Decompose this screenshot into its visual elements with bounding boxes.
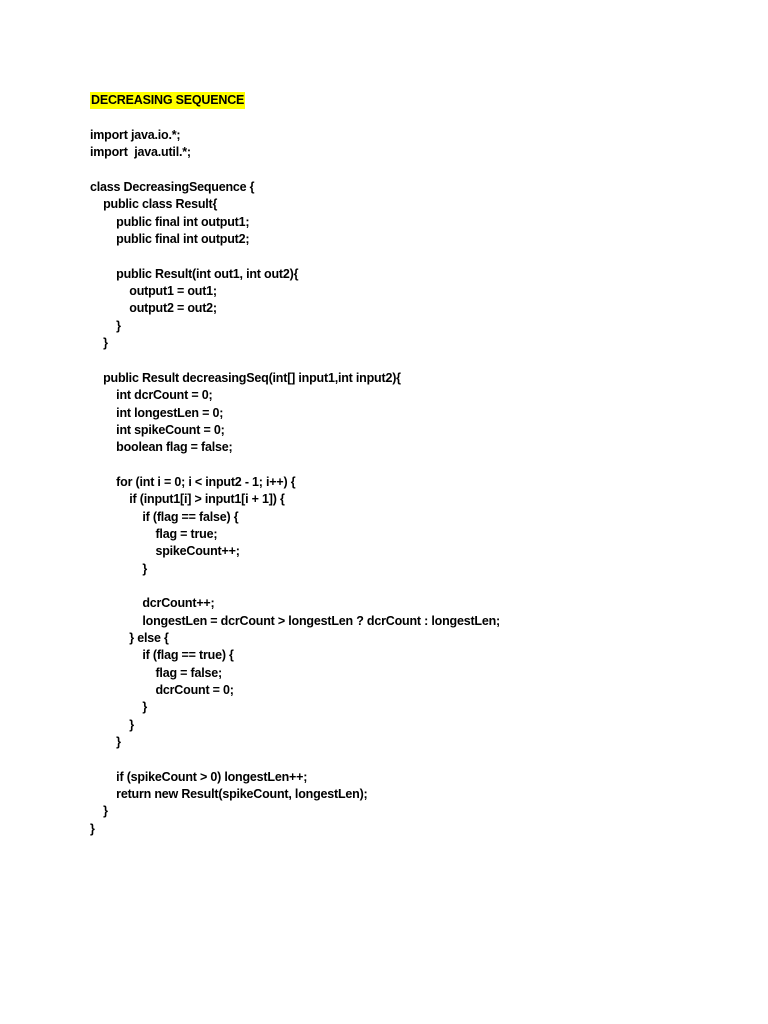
- code-line: }: [90, 735, 121, 750]
- code-line: class DecreasingSequence {: [90, 180, 255, 195]
- code-line: dcrCount = 0;: [90, 683, 234, 697]
- code-line: flag = false;: [90, 665, 222, 680]
- code-line: }: [90, 700, 148, 715]
- code-line: public final int output1;: [90, 214, 250, 229]
- code-line: boolean flag = false;: [90, 440, 233, 455]
- code-line: [90, 751, 730, 768]
- code-line: public Result(int out1, int out2){: [90, 266, 299, 281]
- code-line: [90, 457, 730, 474]
- code-line: [90, 352, 730, 369]
- code-line: public Result decreasingSeq(int[] input1,int input2){: [90, 370, 401, 385]
- code-line: }: [90, 561, 148, 576]
- code-line: if (input1[i] > input1[i + 1]) {: [90, 492, 285, 507]
- code-line: } else {: [90, 630, 169, 645]
- code-line: public class Result{: [90, 197, 218, 212]
- code-line: int spikeCount = 0;: [90, 422, 225, 437]
- code-line: output1 = out1;: [90, 284, 217, 299]
- code-line: [90, 248, 730, 265]
- code-line: spikeCount++;: [90, 544, 240, 559]
- code-line: if (flag == true) {: [90, 648, 234, 663]
- code-line: output2 = out2;: [90, 301, 217, 316]
- code-line: public final int output2;: [90, 232, 250, 247]
- code-line: int longestLen = 0;: [90, 405, 224, 420]
- code-line: }: [90, 821, 95, 836]
- code-line: }: [90, 336, 108, 351]
- code-line: }: [90, 717, 134, 732]
- code-line: if (spikeCount > 0) longestLen++;: [90, 769, 308, 784]
- code-line: import java.util.*;: [90, 145, 191, 160]
- code-line: int dcrCount = 0;: [90, 388, 213, 403]
- code-line: }: [90, 318, 121, 333]
- code-line: import java.io.*;: [90, 128, 181, 142]
- code-line: if (flag == false) {: [90, 509, 239, 524]
- code-line: [90, 162, 730, 179]
- code-line: dcrCount++;: [90, 596, 215, 611]
- code-line: longestLen = dcrCount > longestLen ? dcrCount : longestLen;: [90, 613, 501, 628]
- code-line: [90, 578, 730, 595]
- code-line: return new Result(spikeCount, longestLen);: [90, 787, 368, 802]
- code-line: }: [90, 804, 108, 819]
- code-line: flag = true;: [90, 526, 218, 541]
- code-block: [90, 127, 730, 838]
- code-line: for (int i = 0; i < input2 - 1; i++) {: [90, 474, 296, 489]
- document-title: DECREASING SEQUENCE: [91, 93, 245, 107]
